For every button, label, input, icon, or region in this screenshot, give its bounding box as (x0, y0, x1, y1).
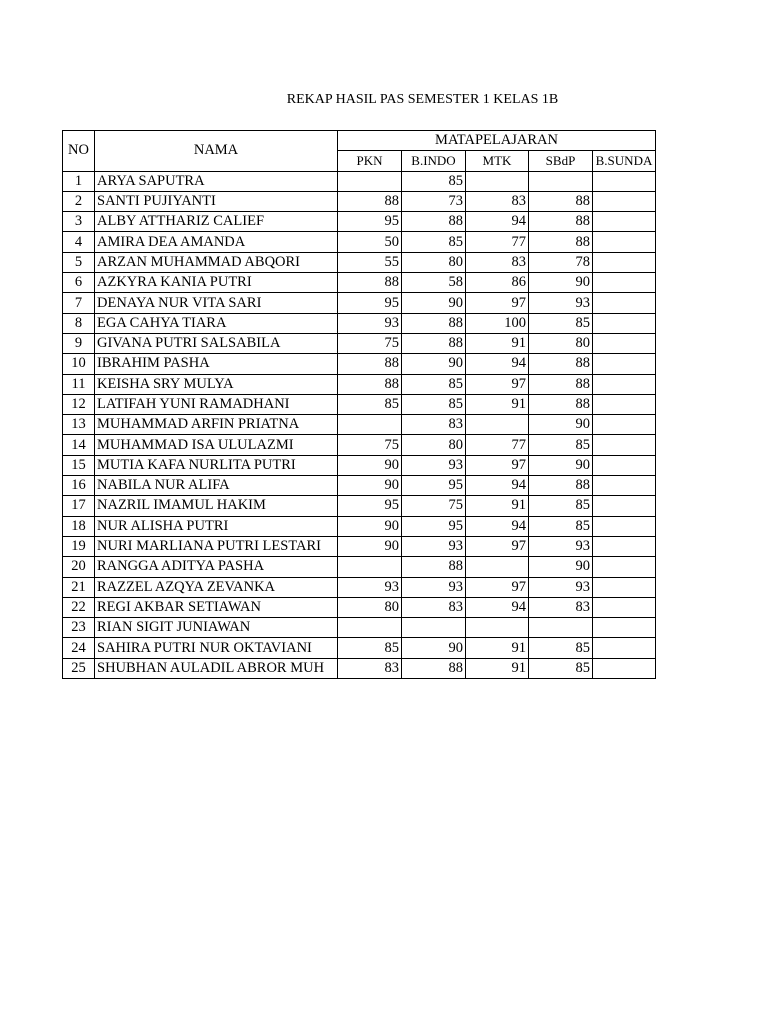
score-bsunda (593, 618, 656, 638)
score-bsunda (593, 435, 656, 455)
score-pkn (338, 618, 402, 638)
score-bsunda (593, 415, 656, 435)
score-pkn: 95 (338, 212, 402, 232)
score-bindo: 75 (402, 496, 466, 516)
score-mtk: 100 (466, 313, 529, 333)
header-subject-bsunda: B.SUNDA (593, 151, 656, 171)
row-number: 23 (63, 618, 95, 638)
score-bsunda (593, 516, 656, 536)
score-sbdp: 90 (529, 455, 593, 475)
row-number: 4 (63, 232, 95, 252)
row-number: 9 (63, 333, 95, 353)
student-name: AZKYRA KANIA PUTRI (95, 273, 338, 293)
score-sbdp: 85 (529, 638, 593, 658)
score-bindo: 85 (402, 394, 466, 414)
row-number: 7 (63, 293, 95, 313)
score-sbdp: 90 (529, 415, 593, 435)
score-mtk: 97 (466, 293, 529, 313)
row-number: 5 (63, 252, 95, 272)
score-bindo: 95 (402, 516, 466, 536)
row-number: 14 (63, 435, 95, 455)
student-name: MUTIA KAFA NURLITA PUTRI (95, 455, 338, 475)
score-pkn: 88 (338, 374, 402, 394)
student-name: EGA CAHYA TIARA (95, 313, 338, 333)
score-sbdp: 85 (529, 516, 593, 536)
score-sbdp: 90 (529, 557, 593, 577)
row-number: 22 (63, 597, 95, 617)
score-bsunda (593, 252, 656, 272)
table-row (63, 496, 656, 516)
score-bsunda (593, 496, 656, 516)
score-bindo: 73 (402, 191, 466, 211)
score-sbdp: 88 (529, 232, 593, 252)
row-number: 8 (63, 313, 95, 333)
score-pkn: 90 (338, 455, 402, 475)
table-row (63, 577, 656, 597)
score-pkn (338, 557, 402, 577)
score-bsunda (593, 476, 656, 496)
table-row (63, 333, 656, 353)
table-row (63, 415, 656, 435)
score-mtk: 91 (466, 658, 529, 678)
score-pkn: 88 (338, 191, 402, 211)
student-name: ARYA SAPUTRA (95, 171, 338, 191)
student-name: DENAYA NUR VITA SARI (95, 293, 338, 313)
score-bindo: 95 (402, 476, 466, 496)
score-sbdp: 85 (529, 496, 593, 516)
row-number: 11 (63, 374, 95, 394)
score-pkn: 80 (338, 597, 402, 617)
row-number: 21 (63, 577, 95, 597)
score-pkn: 85 (338, 394, 402, 414)
score-bindo: 80 (402, 435, 466, 455)
table-row (63, 476, 656, 496)
score-bindo: 90 (402, 354, 466, 374)
score-bindo: 80 (402, 252, 466, 272)
table-row (63, 171, 656, 191)
row-number: 19 (63, 536, 95, 556)
score-pkn: 75 (338, 435, 402, 455)
score-mtk: 91 (466, 638, 529, 658)
score-bindo: 88 (402, 658, 466, 678)
score-mtk (466, 618, 529, 638)
score-mtk: 94 (466, 212, 529, 232)
student-name: AMIRA DEA AMANDA (95, 232, 338, 252)
score-pkn: 95 (338, 496, 402, 516)
score-sbdp: 78 (529, 252, 593, 272)
score-pkn: 93 (338, 313, 402, 333)
score-pkn (338, 415, 402, 435)
score-pkn: 88 (338, 273, 402, 293)
student-name: RAZZEL AZQYA ZEVANKA (95, 577, 338, 597)
student-name: ARZAN MUHAMMAD ABQORI (95, 252, 338, 272)
score-sbdp: 85 (529, 313, 593, 333)
student-name: SAHIRA PUTRI NUR OKTAVIANI (95, 638, 338, 658)
score-bindo: 88 (402, 557, 466, 577)
student-name: REGI AKBAR SETIAWAN (95, 597, 338, 617)
score-mtk (466, 557, 529, 577)
score-sbdp: 90 (529, 273, 593, 293)
header-no: NO (63, 131, 95, 172)
row-number: 24 (63, 638, 95, 658)
table-row (63, 374, 656, 394)
score-bsunda (593, 354, 656, 374)
table-row (63, 232, 656, 252)
score-bsunda (593, 191, 656, 211)
table-row (63, 597, 656, 617)
table-row (63, 191, 656, 211)
student-name: SHUBHAN AULADIL ABROR MUH (95, 658, 338, 678)
score-mtk: 77 (466, 435, 529, 455)
score-bindo: 93 (402, 455, 466, 475)
score-bsunda (593, 658, 656, 678)
header-subject-mtk: MTK (466, 151, 529, 171)
score-sbdp: 88 (529, 212, 593, 232)
score-pkn: 90 (338, 516, 402, 536)
score-bsunda (593, 333, 656, 353)
score-bsunda (593, 232, 656, 252)
score-bsunda (593, 597, 656, 617)
score-pkn: 83 (338, 658, 402, 678)
score-sbdp: 93 (529, 293, 593, 313)
row-number: 12 (63, 394, 95, 414)
row-number: 10 (63, 354, 95, 374)
score-bindo: 85 (402, 232, 466, 252)
score-mtk: 94 (466, 597, 529, 617)
table-row (63, 516, 656, 536)
score-pkn: 88 (338, 354, 402, 374)
student-name: IBRAHIM PASHA (95, 354, 338, 374)
score-bsunda (593, 455, 656, 475)
score-mtk: 91 (466, 394, 529, 414)
score-bsunda (593, 313, 656, 333)
row-number: 3 (63, 212, 95, 232)
table-row (63, 212, 656, 232)
table-row (63, 394, 656, 414)
score-sbdp: 85 (529, 658, 593, 678)
score-bindo: 85 (402, 374, 466, 394)
score-pkn: 85 (338, 638, 402, 658)
header-matapelajaran: MATAPELAJARAN (338, 131, 656, 151)
header-subject-bindo: B.INDO (402, 151, 466, 171)
student-name: ALBY ATTHARIZ CALIEF (95, 212, 338, 232)
score-bsunda (593, 536, 656, 556)
score-sbdp: 88 (529, 476, 593, 496)
table-row (63, 557, 656, 577)
score-sbdp: 88 (529, 394, 593, 414)
table-row (63, 638, 656, 658)
score-bindo (402, 618, 466, 638)
score-sbdp: 93 (529, 577, 593, 597)
score-mtk: 86 (466, 273, 529, 293)
document-title: REKAP HASIL PAS SEMESTER 1 KELAS 1B (286, 92, 559, 107)
score-bindo: 88 (402, 212, 466, 232)
score-sbdp: 93 (529, 536, 593, 556)
student-name: LATIFAH YUNI RAMADHANI (95, 394, 338, 414)
score-bsunda (593, 638, 656, 658)
score-mtk: 97 (466, 577, 529, 597)
score-bindo: 83 (402, 415, 466, 435)
score-mtk: 94 (466, 354, 529, 374)
grades-table (62, 130, 656, 679)
table-row (63, 658, 656, 678)
row-number: 25 (63, 658, 95, 678)
score-pkn (338, 171, 402, 191)
student-name: NUR ALISHA PUTRI (95, 516, 338, 536)
table-row (63, 273, 656, 293)
row-number: 6 (63, 273, 95, 293)
student-name: NURI MARLIANA PUTRI LESTARI (95, 536, 338, 556)
score-bindo: 88 (402, 313, 466, 333)
table-row (63, 313, 656, 333)
score-bsunda (593, 557, 656, 577)
score-mtk: 94 (466, 476, 529, 496)
row-number: 16 (63, 476, 95, 496)
table-row (63, 455, 656, 475)
header-nama: NAMA (95, 131, 338, 172)
score-mtk (466, 415, 529, 435)
score-bsunda (593, 273, 656, 293)
table-body (63, 171, 656, 678)
header-subject-pkn: PKN (338, 151, 402, 171)
score-mtk: 97 (466, 455, 529, 475)
student-name: NABILA NUR ALIFA (95, 476, 338, 496)
score-pkn: 95 (338, 293, 402, 313)
score-mtk: 97 (466, 536, 529, 556)
header-subject-sbdp: SBdP (529, 151, 593, 171)
student-name: RIAN SIGIT JUNIAWAN (95, 618, 338, 638)
score-pkn: 90 (338, 476, 402, 496)
table-row (63, 536, 656, 556)
score-mtk: 94 (466, 516, 529, 536)
score-pkn: 93 (338, 577, 402, 597)
student-name: GIVANA PUTRI SALSABILA (95, 333, 338, 353)
table-row (63, 354, 656, 374)
row-number: 2 (63, 191, 95, 211)
row-number: 20 (63, 557, 95, 577)
score-bindo: 90 (402, 293, 466, 313)
row-number: 1 (63, 171, 95, 191)
student-name: SANTI PUJIYANTI (95, 191, 338, 211)
row-number: 17 (63, 496, 95, 516)
row-number: 13 (63, 415, 95, 435)
student-name: MUHAMMAD ISA ULULAZMI (95, 435, 338, 455)
score-bindo: 90 (402, 638, 466, 658)
score-pkn: 90 (338, 536, 402, 556)
score-bindo: 58 (402, 273, 466, 293)
score-pkn: 55 (338, 252, 402, 272)
table-row (63, 252, 656, 272)
score-mtk: 91 (466, 496, 529, 516)
score-sbdp: 80 (529, 333, 593, 353)
score-sbdp: 85 (529, 435, 593, 455)
table-row (63, 618, 656, 638)
student-name: RANGGA ADITYA PASHA (95, 557, 338, 577)
score-bsunda (593, 394, 656, 414)
score-sbdp: 88 (529, 374, 593, 394)
score-mtk: 97 (466, 374, 529, 394)
score-sbdp: 88 (529, 191, 593, 211)
score-bindo: 83 (402, 597, 466, 617)
student-name: MUHAMMAD ARFIN PRIATNA (95, 415, 338, 435)
score-sbdp (529, 618, 593, 638)
row-number: 18 (63, 516, 95, 536)
score-bsunda (593, 171, 656, 191)
score-bindo: 93 (402, 577, 466, 597)
header-row-top (63, 131, 656, 151)
table-row (63, 293, 656, 313)
score-mtk: 91 (466, 333, 529, 353)
score-mtk (466, 171, 529, 191)
table-row (63, 435, 656, 455)
row-number: 15 (63, 455, 95, 475)
score-bindo: 88 (402, 333, 466, 353)
student-name: NAZRIL IMAMUL HAKIM (95, 496, 338, 516)
score-sbdp (529, 171, 593, 191)
score-bsunda (593, 577, 656, 597)
score-bsunda (593, 374, 656, 394)
score-sbdp: 83 (529, 597, 593, 617)
score-bindo: 93 (402, 536, 466, 556)
student-name: KEISHA SRY MULYA (95, 374, 338, 394)
score-bsunda (593, 293, 656, 313)
score-bindo: 85 (402, 171, 466, 191)
score-pkn: 75 (338, 333, 402, 353)
score-bsunda (593, 212, 656, 232)
score-pkn: 50 (338, 232, 402, 252)
score-sbdp: 88 (529, 354, 593, 374)
score-mtk: 83 (466, 191, 529, 211)
score-mtk: 77 (466, 232, 529, 252)
score-mtk: 83 (466, 252, 529, 272)
